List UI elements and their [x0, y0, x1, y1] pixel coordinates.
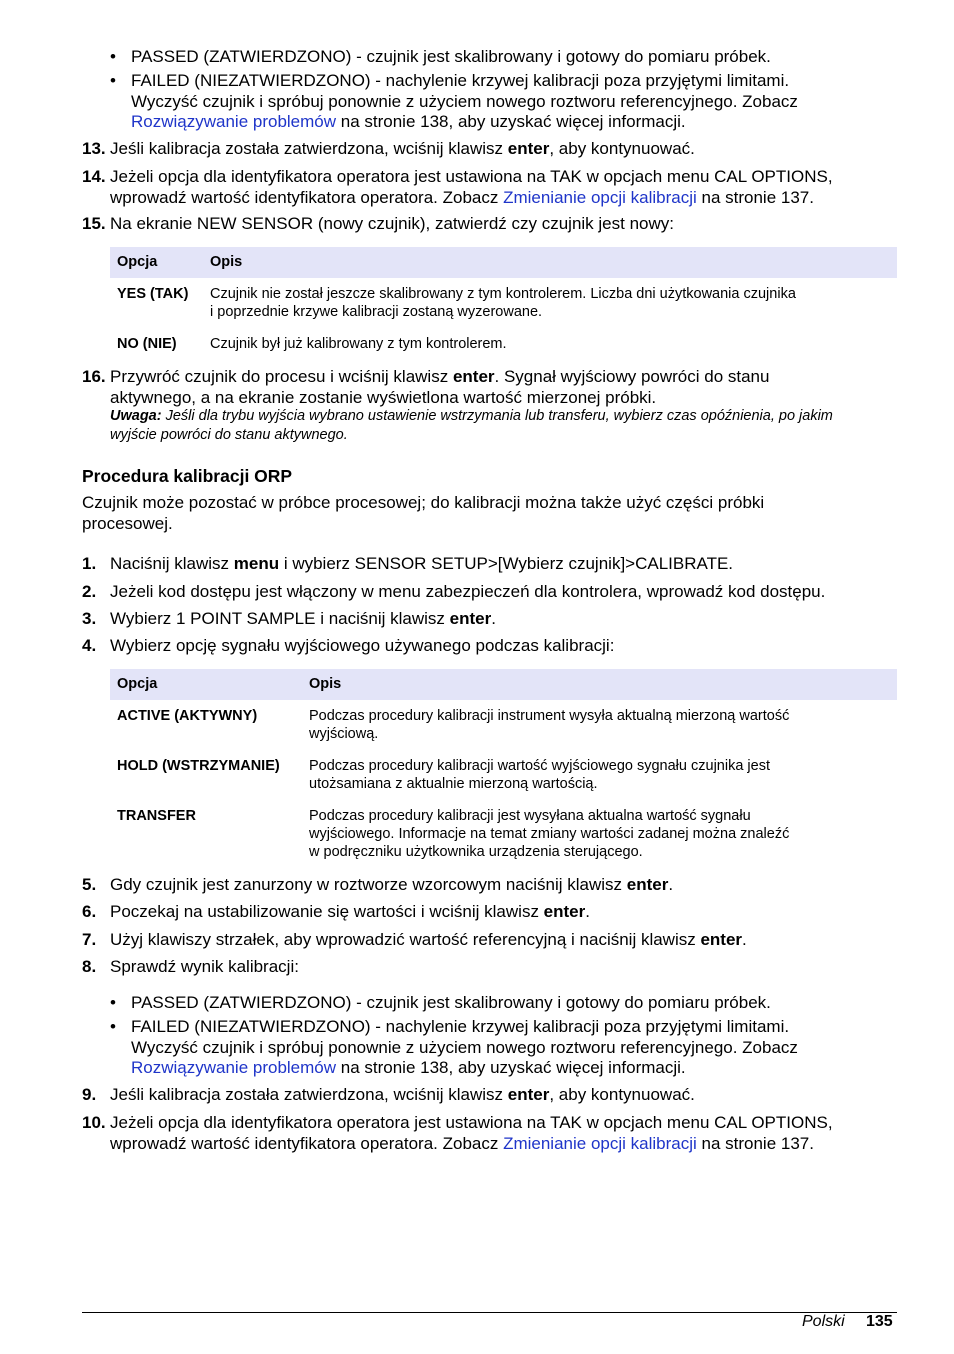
footer-page-number: 135 — [866, 1313, 893, 1330]
table-row-option: ACTIVE (AKTYWNY) — [117, 708, 258, 724]
bullet-failed-tail: na stronie 138, aby uzyskać więcej informacji. — [336, 112, 686, 131]
table-row-description: Podczas procedury kalibracji jest wysyłana aktualna wartość sygnału wyjściowego. Informacje na temat zmiany wartości zadanej można znaleźć w podręczniku użytkownika urządzenia sterującego. — [309, 808, 790, 860]
orp-step-4-text: Wybierz opcję sygnału wyjściowego używanego podczas kalibracji: — [110, 636, 615, 655]
troubleshooting-link[interactable]: Rozwiązywanie problemów — [131, 112, 337, 131]
table-row-description: Podczas procedury kalibracji instrument wysyła aktualną mierzoną wartość wyjściową. — [309, 708, 790, 742]
bullet-failed-line1: FAILED (NIEZATWIERDZONO) - nachylenie krzywej kalibracji poza przyjętymi limitami. — [131, 71, 790, 90]
step-number: 3. — [82, 609, 97, 628]
table-row-option: TRANSFER — [117, 808, 196, 824]
orp-step-3-text: Wybierz 1 POINT SAMPLE i naciśnij klawisz enter. — [110, 609, 496, 628]
step-16-text: Przywróć czujnik do procesu i wciśnij klawisz enter. Sygnał wyjściowy powróci do stanu aktywnego, a na ekranie zostanie wyświetlona wartość mierzonej próbki. — [110, 367, 770, 407]
step-number: 15. — [82, 214, 106, 233]
table-row-option: YES (TAK) — [117, 286, 189, 302]
table-header-option: Opcja — [117, 676, 158, 692]
table-row-description: Podczas procedury kalibracji wartość wyjściowego sygnału czujnika jest utożsamiana z aktualnie mierzoną wartością. — [309, 758, 770, 792]
section-heading: Procedura kalibracji ORP — [82, 466, 293, 486]
bullet-passed: PASSED (ZATWIERDZONO) - czujnik jest skalibrowany i gotowy do pomiaru próbek. — [131, 47, 771, 66]
bullet-failed-line2: Wyczyść czujnik i spróbuj ponownie z użyciem nowego roztworu referencyjnego. Zobacz — [131, 91, 798, 111]
step-number: 8. — [82, 957, 97, 976]
step-15-text: Na ekranie NEW SENSOR (nowy czujnik), zatwierdź czy czujnik jest nowy: — [110, 214, 674, 233]
orp-step-1-text: Naciśnij klawisz menu i wybierz SENSOR SETUP>[Wybierz czujnik]>CALIBRATE. — [110, 554, 734, 573]
bullet-failed — [131, 71, 901, 133]
calibration-options-link[interactable]: Zmienianie opcji kalibracji — [503, 187, 697, 207]
orp-step-7-text: Użyj klawiszy strzałek, aby wprowadzić wartość referencyjną i naciśnij klawisz enter. — [110, 930, 747, 949]
step-14-text: Jeżeli opcja dla identyfikatora operatora jest ustawiona na TAK w opcjach menu CAL OPTIONS, wprowadź wartość identyfikatora operatora. Zobacz Zmienianie opcji kalibracji na stronie 137. — [110, 167, 833, 207]
orp-step-2-text: Jeżeli kod dostępu jest włączony w menu zabezpieczeń dla kontrolera, wprowadź kod dostępu. — [110, 582, 826, 601]
orp-step-6-text: Poczekaj na ustabilizowanie się wartości i wciśnij klawisz enter. — [110, 902, 590, 921]
step-number: 14. — [82, 167, 106, 186]
footer-language: Polski — [802, 1313, 845, 1330]
calibration-options-link[interactable]: Zmienianie opcji kalibracji — [503, 1133, 697, 1153]
bullet-passed: PASSED (ZATWIERDZONO) - czujnik jest skalibrowany i gotowy do pomiaru próbek. — [131, 993, 771, 1012]
table-header-description: Opis — [309, 676, 342, 692]
troubleshooting-link[interactable]: Rozwiązywanie problemów — [131, 1058, 337, 1077]
note-label: Uwaga: — [110, 408, 162, 424]
table-header — [110, 669, 897, 700]
bullet-marker: • — [110, 71, 116, 90]
bullet-marker: • — [110, 993, 116, 1012]
step-number: 10. — [82, 1113, 106, 1132]
step-number: 6. — [82, 902, 97, 921]
step-number: 9. — [82, 1085, 97, 1104]
orp-step-10-text: Jeżeli opcja dla identyfikatora operatora jest ustawiona na TAK w opcjach menu CAL OPTIONS, wprowadź wartość identyfikatora operatora. Zobacz Zmienianie opcji kalibracji na stronie 137. — [110, 1113, 833, 1153]
orp-step-9-text: Jeśli kalibracja została zatwierdzona, wciśnij klawisz enter, aby kontynuować. — [110, 1085, 695, 1104]
step-number: 1. — [82, 554, 97, 573]
step-number: 2. — [82, 582, 97, 601]
note: Uwaga: Jeśli dla trybu wyjścia wybrano ustawienie wstrzymania lub transferu, wybierz czas opóźnienia, po jakim wyjście powróci do stanu aktywnego. — [110, 408, 833, 443]
step-number: 7. — [82, 930, 97, 949]
bullet-marker: • — [110, 47, 116, 66]
bullet-marker: • — [110, 1017, 116, 1036]
table-row-description: Czujnik był już kalibrowany z tym kontrolerem. — [210, 336, 507, 352]
table-row-option: NO (NIE) — [117, 336, 177, 352]
step-number: 13. — [82, 139, 106, 158]
bullet-failed: FAILED (NIEZATWIERDZONO) - nachylenie krzywej kalibracji poza przyjętymi limitami. Wyczyść czujnik i spróbuj ponownie z użyciem nowego roztworu referencyjnego. Zobacz Rozwiązywanie problemów na stronie 138, aby uzyskać więcej informacji. — [131, 1017, 798, 1077]
footer-rule — [82, 1312, 897, 1313]
orp-step-5-text: Gdy czujnik jest zanurzony w roztworze wzorcowym naciśnij klawisz enter. — [110, 875, 674, 894]
orp-step-8-text: Sprawdź wynik kalibracji: — [110, 957, 299, 976]
table-row-description: Czujnik nie został jeszcze skalibrowany z tym kontrolerem. Liczba dni użytkowania czujnika i poprzednie krzywe kalibracji zostaną wyzerowane. — [210, 286, 796, 320]
table-header-option: Opcja — [117, 254, 158, 270]
step-number: 16. — [82, 367, 106, 386]
step-number: 4. — [82, 636, 97, 655]
table-row-option: HOLD (WSTRZYMANIE) — [117, 758, 280, 774]
section-intro: Czujnik może pozostać w próbce procesowej; do kalibracji można także użyć części próbki procesowej. — [82, 493, 765, 533]
table-header-description: Opis — [210, 254, 243, 270]
step-13-text: Jeśli kalibracja została zatwierdzona, wciśnij klawisz enter, aby kontynuować. — [110, 139, 695, 158]
step-number: 5. — [82, 875, 97, 894]
